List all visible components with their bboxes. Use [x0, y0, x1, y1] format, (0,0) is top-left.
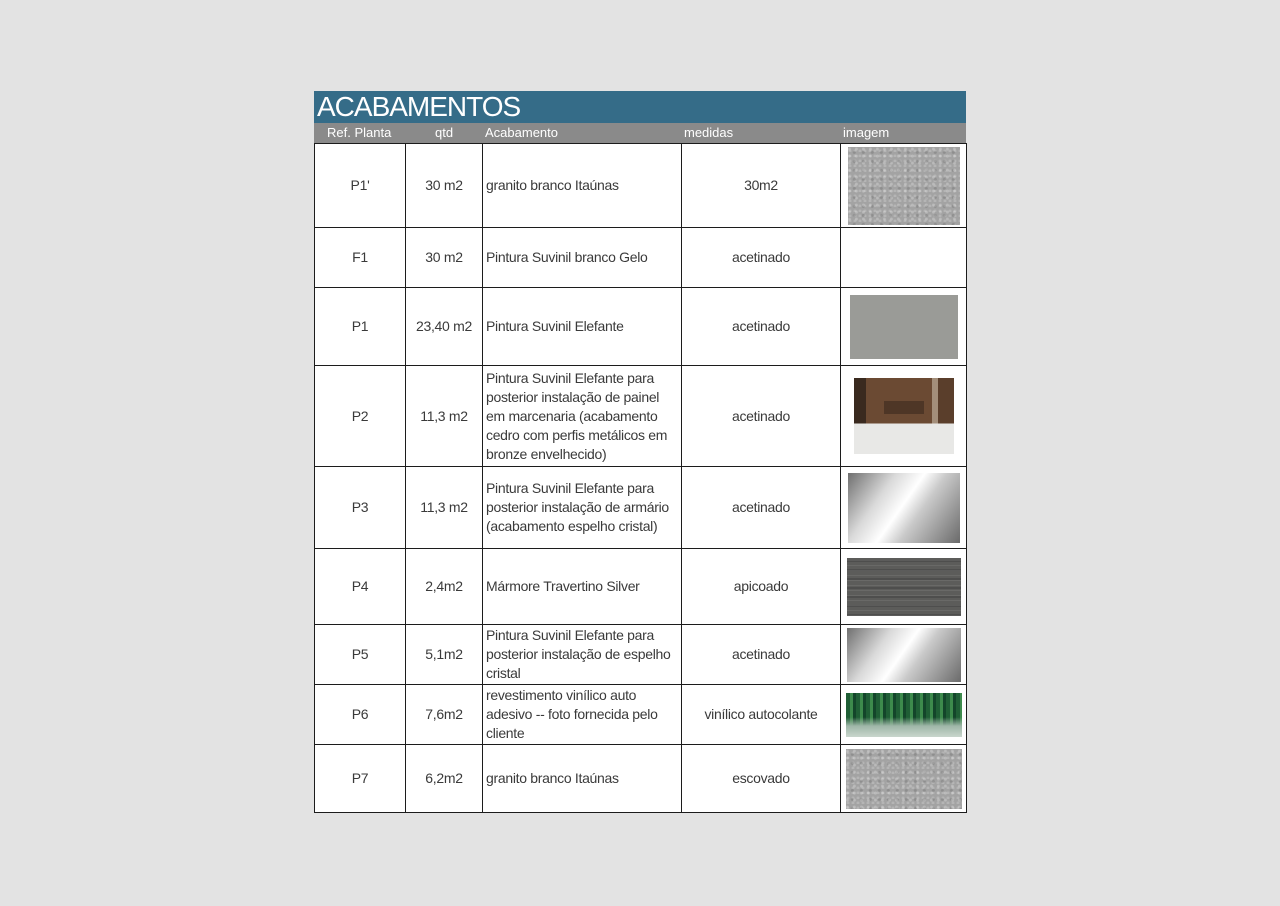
cell-acabamento: revestimento vinílico auto adesivo -- foto fornecida pelo cliente — [483, 685, 682, 745]
cell-imagem — [841, 144, 967, 228]
table-row — [315, 366, 967, 467]
cell-qtd: 30 m2 — [406, 228, 483, 288]
cell-medidas: apicoado — [682, 549, 841, 625]
finishes-sheet — [314, 91, 966, 813]
cell-acabamento: granito branco Itaúnas — [483, 144, 682, 228]
cell-acabamento: Pintura Suvinil Elefante para posterior instalação de armário (acabamento espelho cristal) — [483, 467, 682, 549]
cell-medidas: acetinado — [682, 228, 841, 288]
sheet-title: ACABAMENTOS — [314, 91, 966, 123]
cell-medidas: acetinado — [682, 467, 841, 549]
cell-imagem — [841, 685, 967, 745]
cell-medidas: acetinado — [682, 366, 841, 467]
granite-swatch-image — [846, 749, 962, 809]
mirror-swatch-image — [847, 628, 961, 682]
cell-medidas: 30m2 — [682, 144, 841, 228]
cell-medidas: vinílico autocolante — [682, 685, 841, 745]
granite-swatch-image — [848, 147, 960, 225]
cell-imagem — [841, 228, 967, 288]
cell-imagem — [841, 745, 967, 813]
table-row — [315, 549, 967, 625]
cell-ref: P6 — [315, 685, 406, 745]
cell-imagem — [841, 288, 967, 366]
cell-qtd: 11,3 m2 — [406, 366, 483, 467]
cell-acabamento: Pintura Suvinil branco Gelo — [483, 228, 682, 288]
cell-ref: P4 — [315, 549, 406, 625]
cell-ref: F1 — [315, 228, 406, 288]
header-imagem: imagem — [843, 125, 890, 140]
header-qtd: qtd — [435, 125, 454, 140]
cell-ref: P1 — [315, 288, 406, 366]
cell-qtd: 5,1m2 — [406, 625, 483, 685]
table-row — [315, 144, 967, 228]
header-medidas: medidas — [684, 125, 734, 140]
table-row — [315, 288, 967, 366]
cell-medidas: acetinado — [682, 288, 841, 366]
cell-ref: P1' — [315, 144, 406, 228]
cell-qtd: 11,3 m2 — [406, 467, 483, 549]
cell-acabamento: Pintura Suvinil Elefante para posterior instalação de painel em marcenaria (acabamento cedro com perfis metálicos em bronze envelhecido) — [483, 366, 682, 467]
cell-qtd: 6,2m2 — [406, 745, 483, 813]
table-row — [315, 467, 967, 549]
cell-ref: P7 — [315, 745, 406, 813]
cell-ref: P3 — [315, 467, 406, 549]
column-header-bar — [314, 123, 966, 143]
table-row — [315, 745, 967, 813]
cell-ref: P5 — [315, 625, 406, 685]
header-ref: Ref. Planta — [327, 125, 392, 140]
wood-panel-photo-image — [854, 378, 954, 454]
cell-acabamento: Pintura Suvinil Elefante para posterior instalação de espelho cristal — [483, 625, 682, 685]
cell-imagem — [841, 366, 967, 467]
cell-acabamento: Mármore Travertino Silver — [483, 549, 682, 625]
cell-medidas: escovado — [682, 745, 841, 813]
grey-paint-swatch-image — [850, 295, 958, 359]
cell-qtd: 30 m2 — [406, 144, 483, 228]
cell-acabamento: Pintura Suvinil Elefante — [483, 288, 682, 366]
table-row — [315, 625, 967, 685]
finishes-table — [314, 143, 967, 813]
cell-imagem — [841, 467, 967, 549]
cell-imagem — [841, 625, 967, 685]
mirror-swatch-image — [848, 473, 960, 543]
cell-acabamento: granito branco Itaúnas — [483, 745, 682, 813]
table-row — [315, 685, 967, 745]
cell-medidas: acetinado — [682, 625, 841, 685]
travertine-swatch-image — [847, 558, 961, 616]
cell-qtd: 23,40 m2 — [406, 288, 483, 366]
cell-qtd: 7,6m2 — [406, 685, 483, 745]
bamboo-photo-image — [846, 693, 962, 737]
cell-ref: P2 — [315, 366, 406, 467]
header-acabamento: Acabamento — [485, 125, 558, 140]
table-row — [315, 228, 967, 288]
cell-qtd: 2,4m2 — [406, 549, 483, 625]
cell-imagem — [841, 549, 967, 625]
